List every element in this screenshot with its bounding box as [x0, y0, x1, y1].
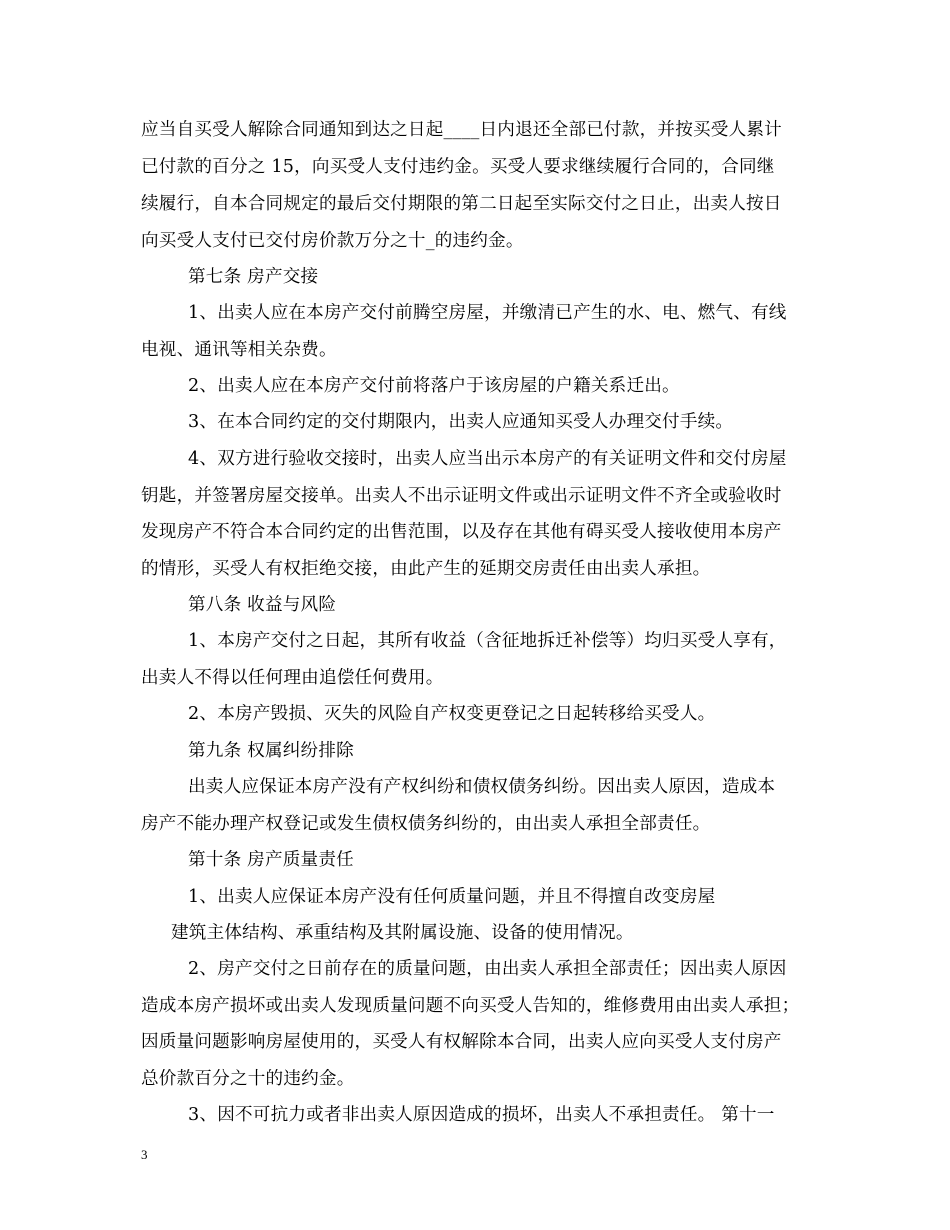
text-line: 2、房产交付之日前存在的质量问题，由出卖人承担全部责任；因出卖人原因	[188, 959, 787, 979]
text-line: 造成本房产损坏或出卖人发现质量问题不向买受人告知的，维修费用由出卖人承担；	[141, 996, 800, 1016]
text-line: 1、出卖人应保证本房产没有任何质量问题，并且不得擅自改变房屋	[188, 887, 716, 907]
text-line: 电视、通讯等相关杂费。	[141, 340, 337, 360]
text-line: 续履行，自本合同规定的最后交付期限的第二日起至实际交付之日止，出卖人按日	[141, 194, 782, 214]
text-line: 的情形，买受人有权拒绝交接，由此产生的延期交房责任由出卖人承担。	[141, 559, 711, 579]
text-line: 房产不能办理产权登记或发生债权债务纠纷的，由出卖人承担全部责任。	[141, 814, 711, 834]
section-heading: 第十条 房产质量责任	[188, 850, 354, 870]
text-line: 出卖人不得以任何理由追偿任何费用。	[141, 668, 444, 688]
text-line: 2、本房产毁损、灭失的风险自产权变更登记之日起转移给买受人。	[188, 704, 716, 724]
text-line: 4、双方进行验收交接时，出卖人应当出示本房产的有关证明文件和交付房屋	[188, 449, 787, 469]
text-line: 出卖人应保证本房产没有产权纠纷和债权债务纠纷。因出卖人原因，造成本	[188, 777, 776, 797]
text-line: 1、出卖人应在本房产交付前腾空房屋，并缴清已产生的水、电、燃气、有线	[188, 303, 787, 323]
text-line: 向买受人支付已交付房价款万分之十_的违约金。	[141, 231, 524, 251]
page-number: 3	[141, 1147, 148, 1162]
text-line: 建筑主体结构、承重结构及其附属设施、设备的使用情况。	[171, 923, 634, 943]
text-line: 3、在本合同约定的交付期限内，出卖人应通知买受人办理交付手续。	[188, 412, 734, 432]
text-line: 2、出卖人应在本房产交付前将落户于该房屋的户籍关系迁出。	[188, 376, 680, 396]
text-line: 已付款的百分之 15，向买受人支付违约金。买受人要求继续履行合同的，合同继	[141, 157, 775, 177]
text-line: 1、本房产交付之日起，其所有收益（含征地拆迁补偿等）均归买受人享有，	[188, 631, 787, 651]
section-heading: 第九条 权属纠纷排除	[188, 741, 354, 761]
text-line: 因质量问题影响房屋使用的，买受人有权解除本合同，出卖人应向买受人支付房产	[141, 1032, 782, 1052]
text-line: 应当自买受人解除合同通知到达之日起____日内退还全部已付款，并按买受人累计	[141, 120, 782, 140]
text-line: 总价款百分之十的违约金。	[141, 1069, 355, 1089]
text-line: 发现房产不符合本合同约定的出售范围，以及存在其他有碍买受人接收使用本房产	[141, 522, 782, 542]
text-line: 3、因不可抗力或者非出卖人原因造成的损坏，出卖人不承担责任。 第十一	[188, 1105, 775, 1125]
section-heading: 第七条 房产交接	[188, 267, 319, 287]
section-heading: 第八条 收益与风险	[188, 595, 337, 615]
text-line: 钥匙，并签署房屋交接单。出卖人不出示证明文件或出示证明文件不齐全或验收时	[141, 486, 782, 506]
